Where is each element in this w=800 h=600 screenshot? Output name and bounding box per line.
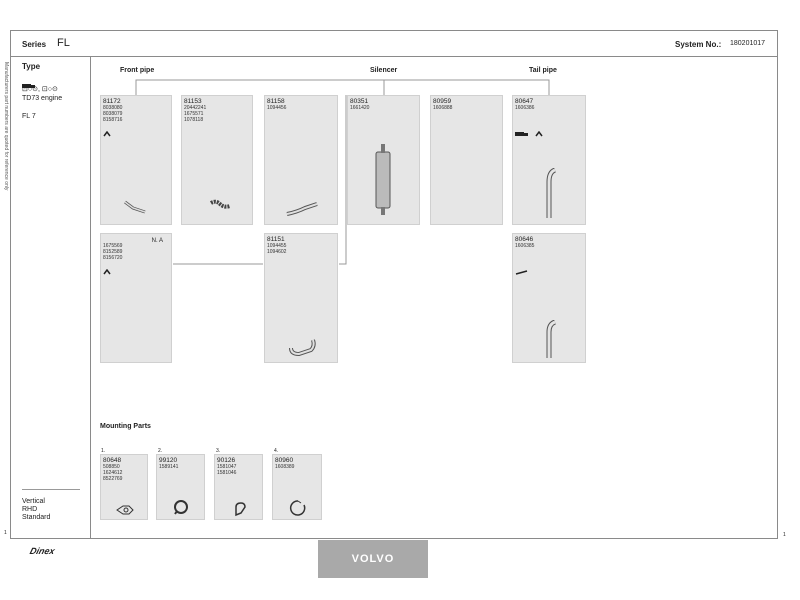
- part-card-na[interactable]: N. A 1675569 8152589 8156720: [100, 233, 172, 363]
- mounting-index: 3.: [216, 448, 221, 454]
- part-number: 81151: [267, 236, 285, 243]
- orientation-label: Vertical: [22, 498, 45, 505]
- not-available-tag: N. A: [151, 238, 163, 244]
- part-number: 81172: [103, 98, 121, 105]
- series-value: FL: [57, 37, 70, 49]
- part-card-80647[interactable]: 80647 1606386: [512, 95, 586, 225]
- engine-label: TD73 engine: [22, 95, 63, 102]
- tail-pipe-drawing: [541, 320, 559, 360]
- part-card-81158[interactable]: 81158 1094456: [264, 95, 338, 225]
- sidebar-bottom-divider: [22, 489, 80, 490]
- axle-config-icons: ⊡○⊙, ⊡○⊙: [22, 86, 58, 93]
- dinex-logo: Dinex: [28, 546, 56, 556]
- section-front-pipe: Front pipe: [120, 67, 155, 74]
- flex-pipe-drawing: [208, 198, 234, 214]
- clamp-icon: [535, 124, 543, 142]
- clamp-icon: [103, 262, 111, 280]
- part-card-80959[interactable]: 80959 1606888: [430, 95, 503, 225]
- mounting-index: 2.: [158, 448, 163, 454]
- bracket-icon: [515, 262, 529, 280]
- system-number-label: System No.:: [675, 40, 722, 49]
- part-card-80646[interactable]: 80646 1606385: [512, 233, 586, 363]
- section-mounting-parts: Mounting Parts: [100, 423, 151, 430]
- tail-pipe-drawing: [541, 168, 559, 222]
- mounting-card-80960[interactable]: 80960 1608389: [272, 454, 322, 520]
- type-heading: Type: [22, 62, 41, 71]
- part-number: 80646: [515, 236, 534, 243]
- mounting-index: 4.: [274, 448, 279, 454]
- gasket-drawing: [115, 505, 135, 515]
- model-label: FL 7: [22, 113, 36, 120]
- margin-note: Manufacturers part numbers are quoted for reference only: [3, 62, 9, 191]
- part-card-81153[interactable]: 81153 20442241 1675571 1078118: [181, 95, 253, 225]
- clamp-drawing: [173, 499, 189, 515]
- section-silencer: Silencer: [370, 67, 398, 74]
- part-number: 80647: [515, 98, 534, 105]
- ring-clamp-drawing: [289, 499, 307, 517]
- bracket-drawing: [233, 501, 247, 517]
- silencer-drawing: [372, 140, 396, 220]
- part-number: 80648: [103, 457, 122, 464]
- part-number: 81158: [267, 98, 285, 105]
- elbow-pipe-drawing: [287, 336, 319, 358]
- part-number: 99120: [159, 457, 178, 464]
- brand-banner: VOLVO: [318, 540, 428, 578]
- axle-icon: ⊡○⊙: [22, 86, 38, 93]
- axle-icon: ⊡○⊙: [41, 86, 58, 93]
- mounting-card-90126[interactable]: 90126 1581047 1581046: [214, 454, 263, 520]
- mounting-index: 1.: [101, 448, 106, 454]
- bend-pipe-drawing: [283, 200, 323, 220]
- page-number-left: 1: [4, 530, 7, 536]
- header-divider: [10, 56, 778, 57]
- mounting-card-99120[interactable]: 99120 1589141: [156, 454, 205, 520]
- part-number: 80351: [350, 98, 369, 105]
- section-tail-pipe: Tail pipe: [529, 67, 557, 74]
- truck-icon: [515, 124, 529, 142]
- part-number: 80959: [433, 98, 452, 105]
- page-number-right: 1: [783, 532, 786, 538]
- front-pipe-drawing: [121, 198, 151, 216]
- part-number: 90126: [217, 457, 236, 464]
- variant-label: Standard: [22, 514, 51, 521]
- part-card-81172[interactable]: 81172 8038080 8038079 8158716: [100, 95, 172, 225]
- part-card-80351[interactable]: 80351 1661420: [347, 95, 420, 225]
- sidebar-divider: [90, 57, 91, 539]
- part-card-81151[interactable]: 81151 1094455 1094602: [264, 233, 338, 363]
- part-number: 81153: [184, 98, 202, 105]
- drive-side-label: RHD: [22, 506, 38, 513]
- mounting-card-80648[interactable]: 80648 508850 1624612 8522769: [100, 454, 148, 520]
- part-number: 80960: [275, 457, 294, 464]
- clamp-icon: [103, 124, 111, 142]
- system-number-value: 180201017: [730, 40, 766, 47]
- series-label: Series: [22, 40, 47, 49]
